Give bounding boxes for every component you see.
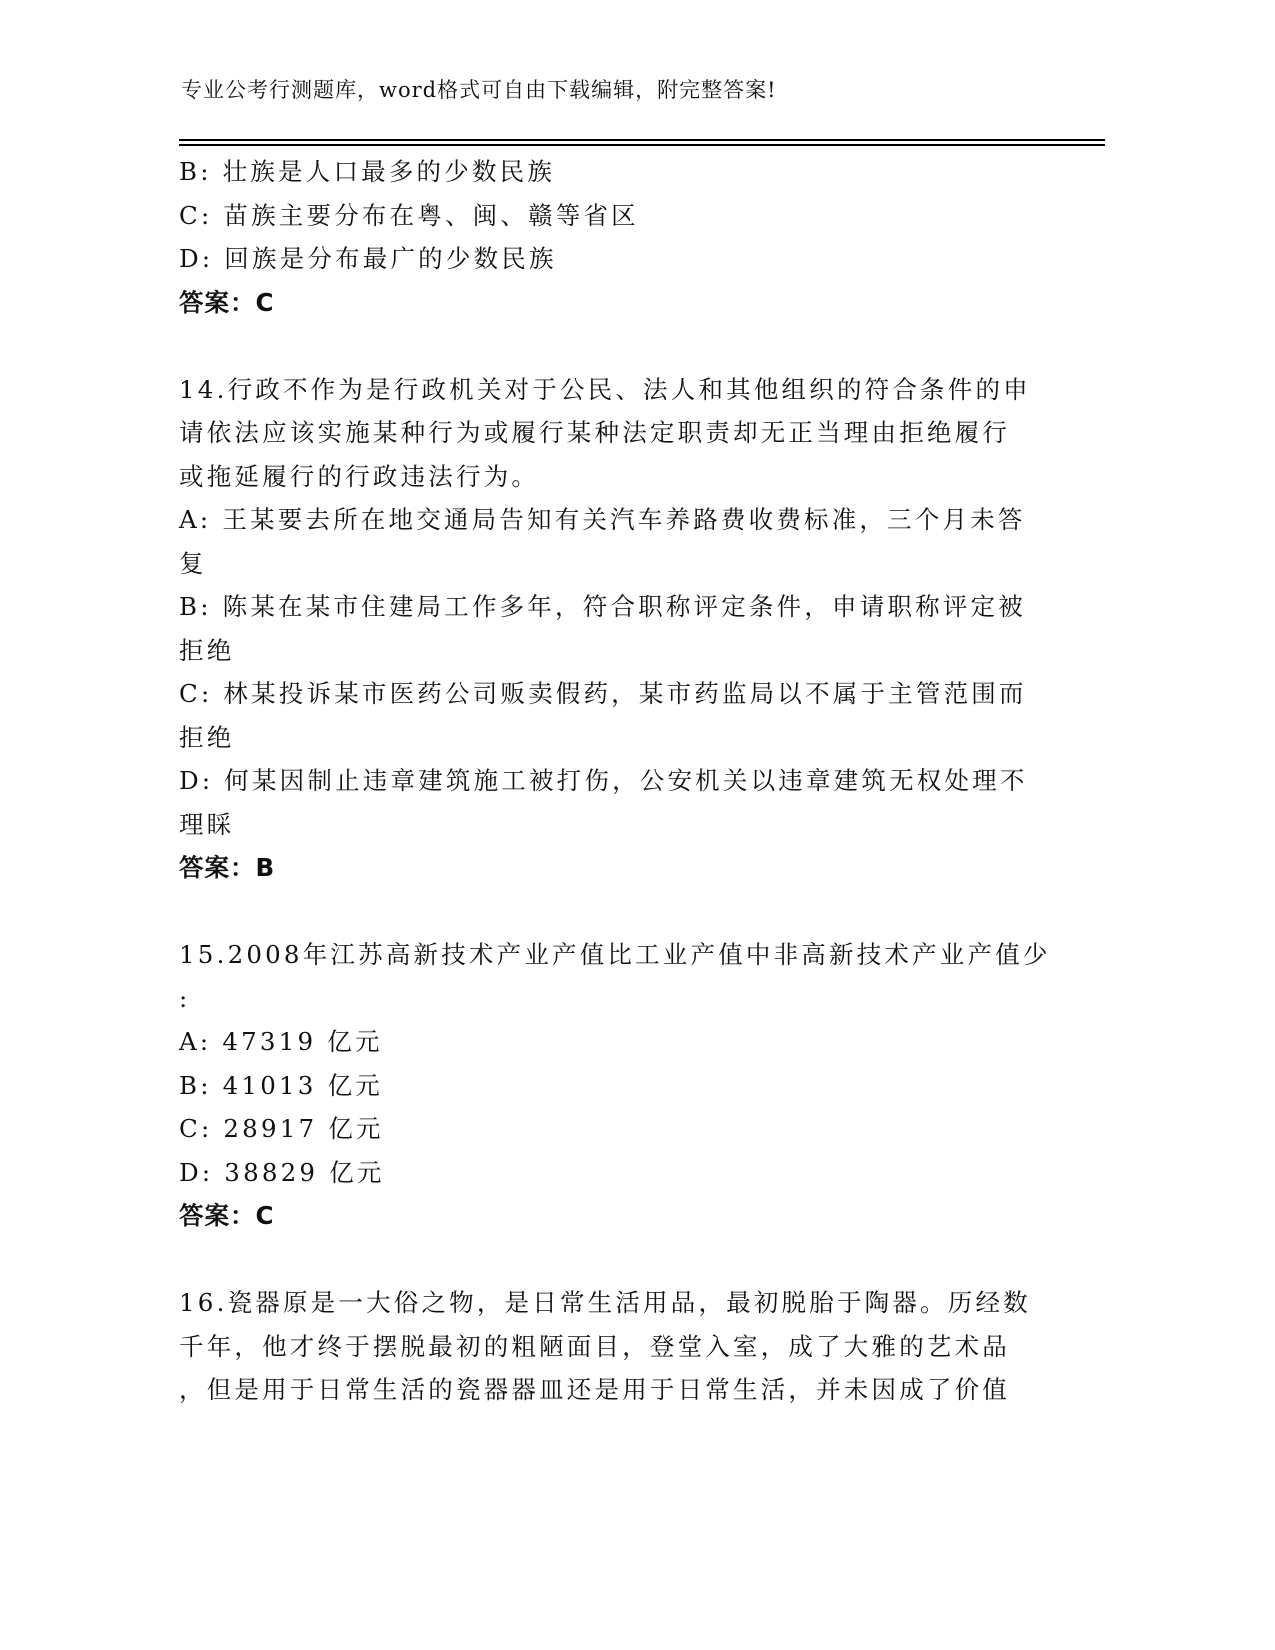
answer-line: 答案：C <box>179 1201 275 1230</box>
text-line: B: 壮族是人口最多的少数民族 <box>179 157 556 186</box>
text-line: A: 47319 亿元 <box>179 1027 383 1056</box>
text-line: 理睬 <box>179 809 235 839</box>
text-line: D: 回族是分布最广的少数民族 <box>179 244 557 273</box>
blank-line <box>179 324 1079 368</box>
text-line: A: 王某要去所在地交通局告知有关汽车养路费收费标准，三个月未答 <box>179 505 1026 534</box>
header-rule-top <box>179 139 1105 141</box>
text-line: 14.行政不作为是行政机关对于公民、法人和其他组织的符合条件的申 <box>179 374 1031 404</box>
text-line: 15.2008年江苏高新技术产业产值比工业产值中非高新技术产业产值少 <box>179 940 1051 969</box>
text-line: D: 38829 亿元 <box>179 1157 385 1187</box>
text-line: 复 <box>179 548 207 578</box>
text-line: 千年，他才终于摆脱最初的粗陋面目，登堂入室，成了大雅的艺术品 <box>179 1331 1010 1361</box>
answer-line: 答案：C <box>179 287 275 317</box>
text-line: D: 何某因制止违章建筑施工被打伤，公安机关以违章建筑无权处理不 <box>179 766 1028 795</box>
text-line: C: 林某投诉某市医药公司贩卖假药，某市药监局以不属于主管范围而 <box>179 679 1027 708</box>
text-line: 拒绝 <box>179 722 235 752</box>
text-line: ，但是用于日常生活的瓷器器皿还是用于日常生活，并未因成了价值 <box>179 1375 1010 1404</box>
answer-line: 答案：B <box>179 853 276 882</box>
blank-line <box>179 1238 1079 1282</box>
text-line: 拒绝 <box>179 635 235 665</box>
page-header: 专业公考行测题库，word格式可自由下载编辑，附完整答案! <box>181 78 777 102</box>
text-line: C: 苗族主要分布在粤、闽、赣等省区 <box>179 200 639 230</box>
text-line: B: 41013 亿元 <box>179 1070 383 1100</box>
text-line: 请依法应该实施某种行为或履行某种法定职责却无正当理由拒绝履行 <box>179 418 1010 447</box>
header-rule-bottom <box>179 144 1105 146</box>
blank-line <box>179 890 1079 934</box>
text-line: C: 28917 亿元 <box>179 1114 384 1143</box>
text-line: B: 陈某在某市住建局工作多年，符合职称评定条件，申请职称评定被 <box>179 592 1026 621</box>
text-line: 16.瓷器原是一大俗之物，是日常生活用品，最初脱胎于陶器。历经数 <box>179 1288 1031 1317</box>
text-line: 或拖延履行的行政违法行为。 <box>179 461 540 491</box>
text-line: : <box>179 983 191 1013</box>
document-body <box>179 150 1079 1412</box>
